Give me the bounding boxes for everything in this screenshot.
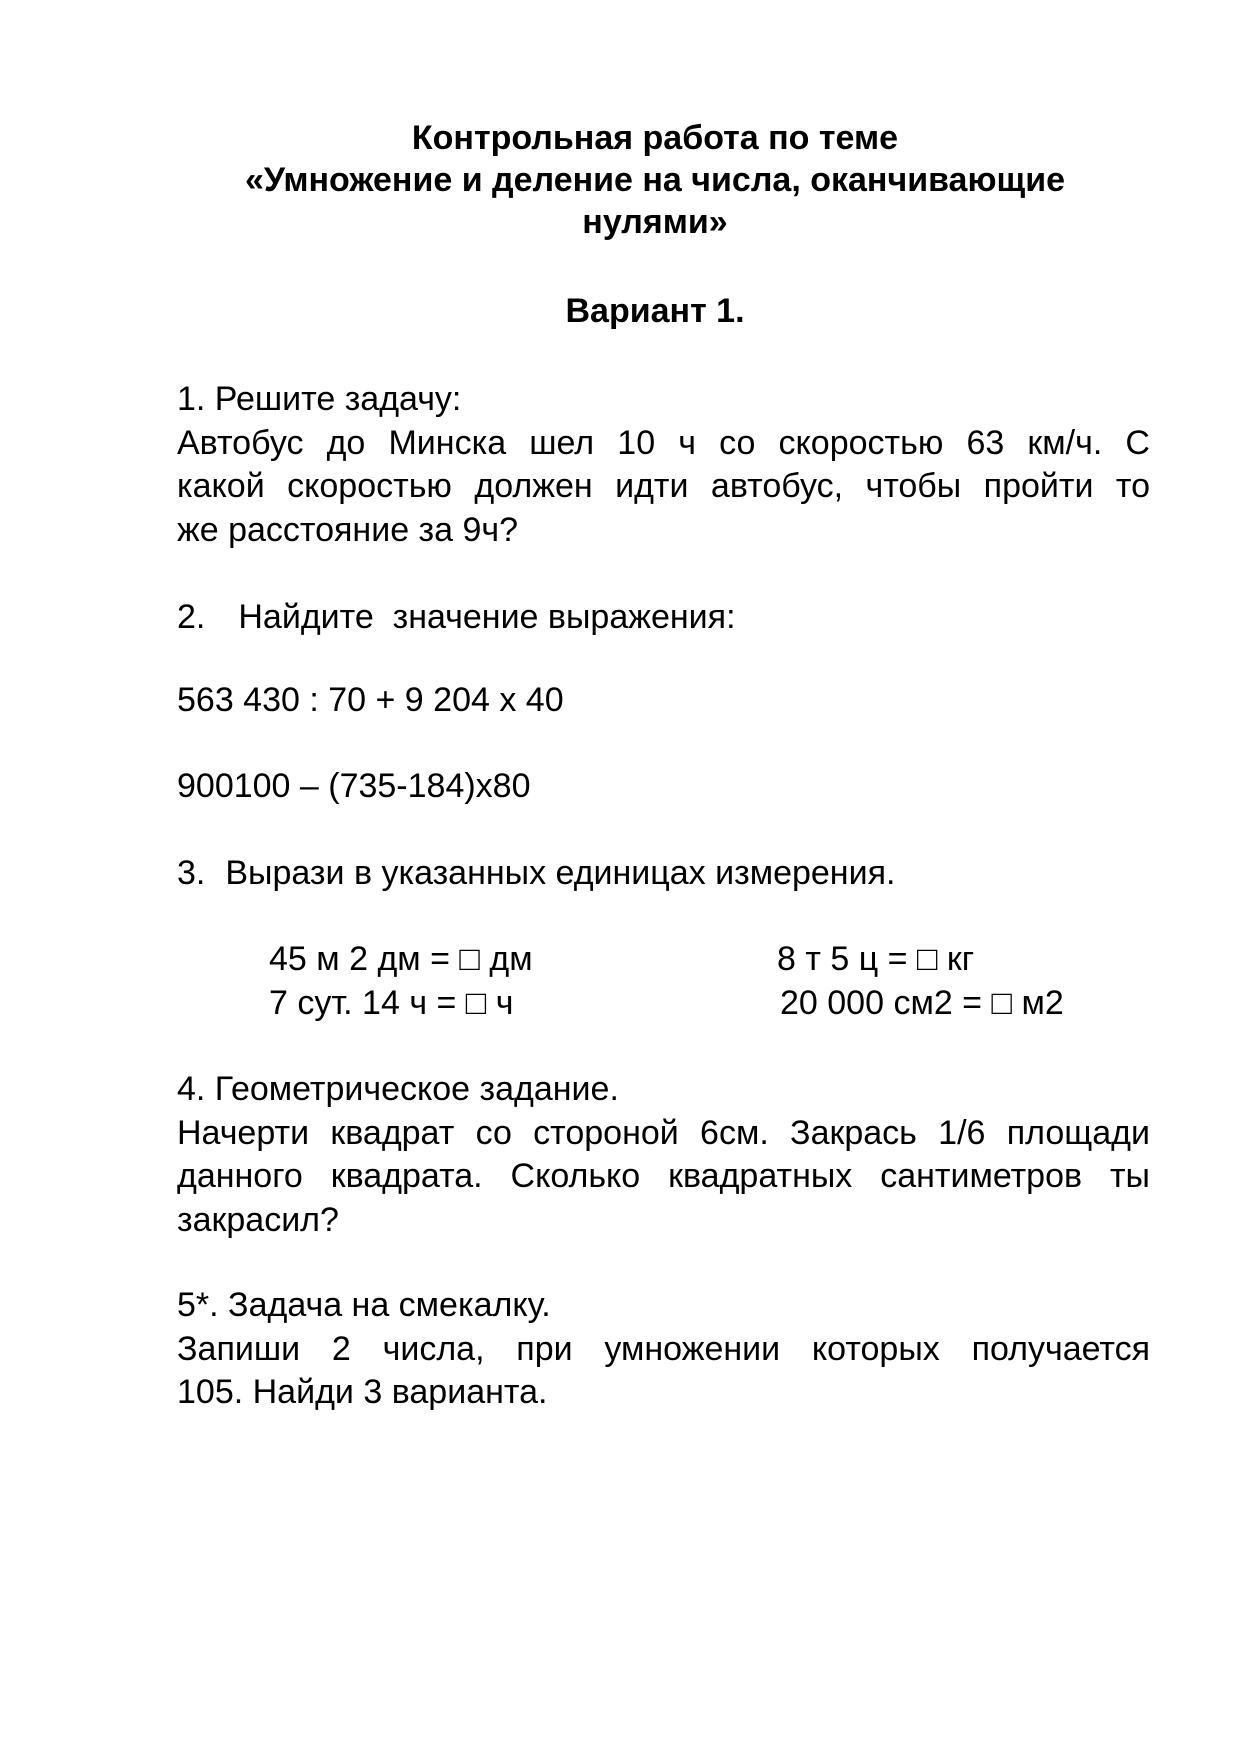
variant-heading: Вариант 1. — [565, 292, 745, 330]
task-2-heading-text: Найдите значение выражения: — [238, 598, 736, 636]
task-4 — [177, 1068, 1150, 1242]
title-line: Контрольная работа по теме — [411, 119, 899, 157]
task-1-text-line: какой скоростью должен идти автобус, чтобы пройти то — [177, 467, 1150, 505]
task-1-heading: 1. Решите задачу: — [177, 380, 462, 418]
task-2-expression-1: 563 430 : 70 + 9 204 х 40 — [177, 681, 564, 719]
task-2-expression-2: 900100 – (735-184)х80 — [177, 767, 531, 805]
task-4-text-line: данного квадрата. Сколько квадратных сантиметров ты — [177, 1157, 1150, 1195]
unit-conversion: 20 000 см2 = □ м2 — [780, 983, 1064, 1022]
task-4-heading: 4. Геометрическое задание. — [177, 1070, 619, 1108]
task-5-heading: 5*. Задача на смекалку. — [177, 1286, 551, 1324]
task-3-right-column — [777, 938, 1064, 1025]
task-2-number: 2. — [177, 598, 206, 636]
task-3-left-column — [269, 938, 533, 1025]
unit-conversion: 7 сут. 14 ч = □ ч — [269, 983, 514, 1022]
task-3-number: 3. — [177, 854, 206, 892]
task-3-heading — [177, 852, 1150, 896]
unit-conversion: 45 м 2 дм = □ дм — [269, 940, 533, 978]
unit-conversion: 8 т 5 ц = □ кг — [777, 940, 975, 978]
task-1-text-line: Автобус до Минска шел 10 ч со скоростью 63 км/ч. С — [177, 423, 1150, 462]
title-line: «Умножение и деление на числа, оканчивающие — [244, 161, 1066, 199]
worksheet-title — [130, 117, 1180, 243]
title-line: нулями» — [582, 203, 728, 241]
task-4-text-line: закрасил? — [177, 1200, 339, 1239]
task-1 — [177, 378, 1150, 552]
task-1-text-line: же расстояние за 9ч? — [177, 510, 519, 549]
task-5-text-line: Запиши 2 числа, при умножении которых получается — [177, 1329, 1150, 1368]
task-2-heading — [177, 596, 1150, 640]
task-3-heading-text: Вырази в указанных единицах измерения. — [225, 854, 896, 892]
task-5-text-line: 105. Найди 3 варианта. — [177, 1373, 548, 1411]
task-5 — [177, 1284, 1150, 1415]
task-4-text-line: Начерти квадрат со стороной 6см. Закрась 1/6 площади — [177, 1113, 1150, 1152]
